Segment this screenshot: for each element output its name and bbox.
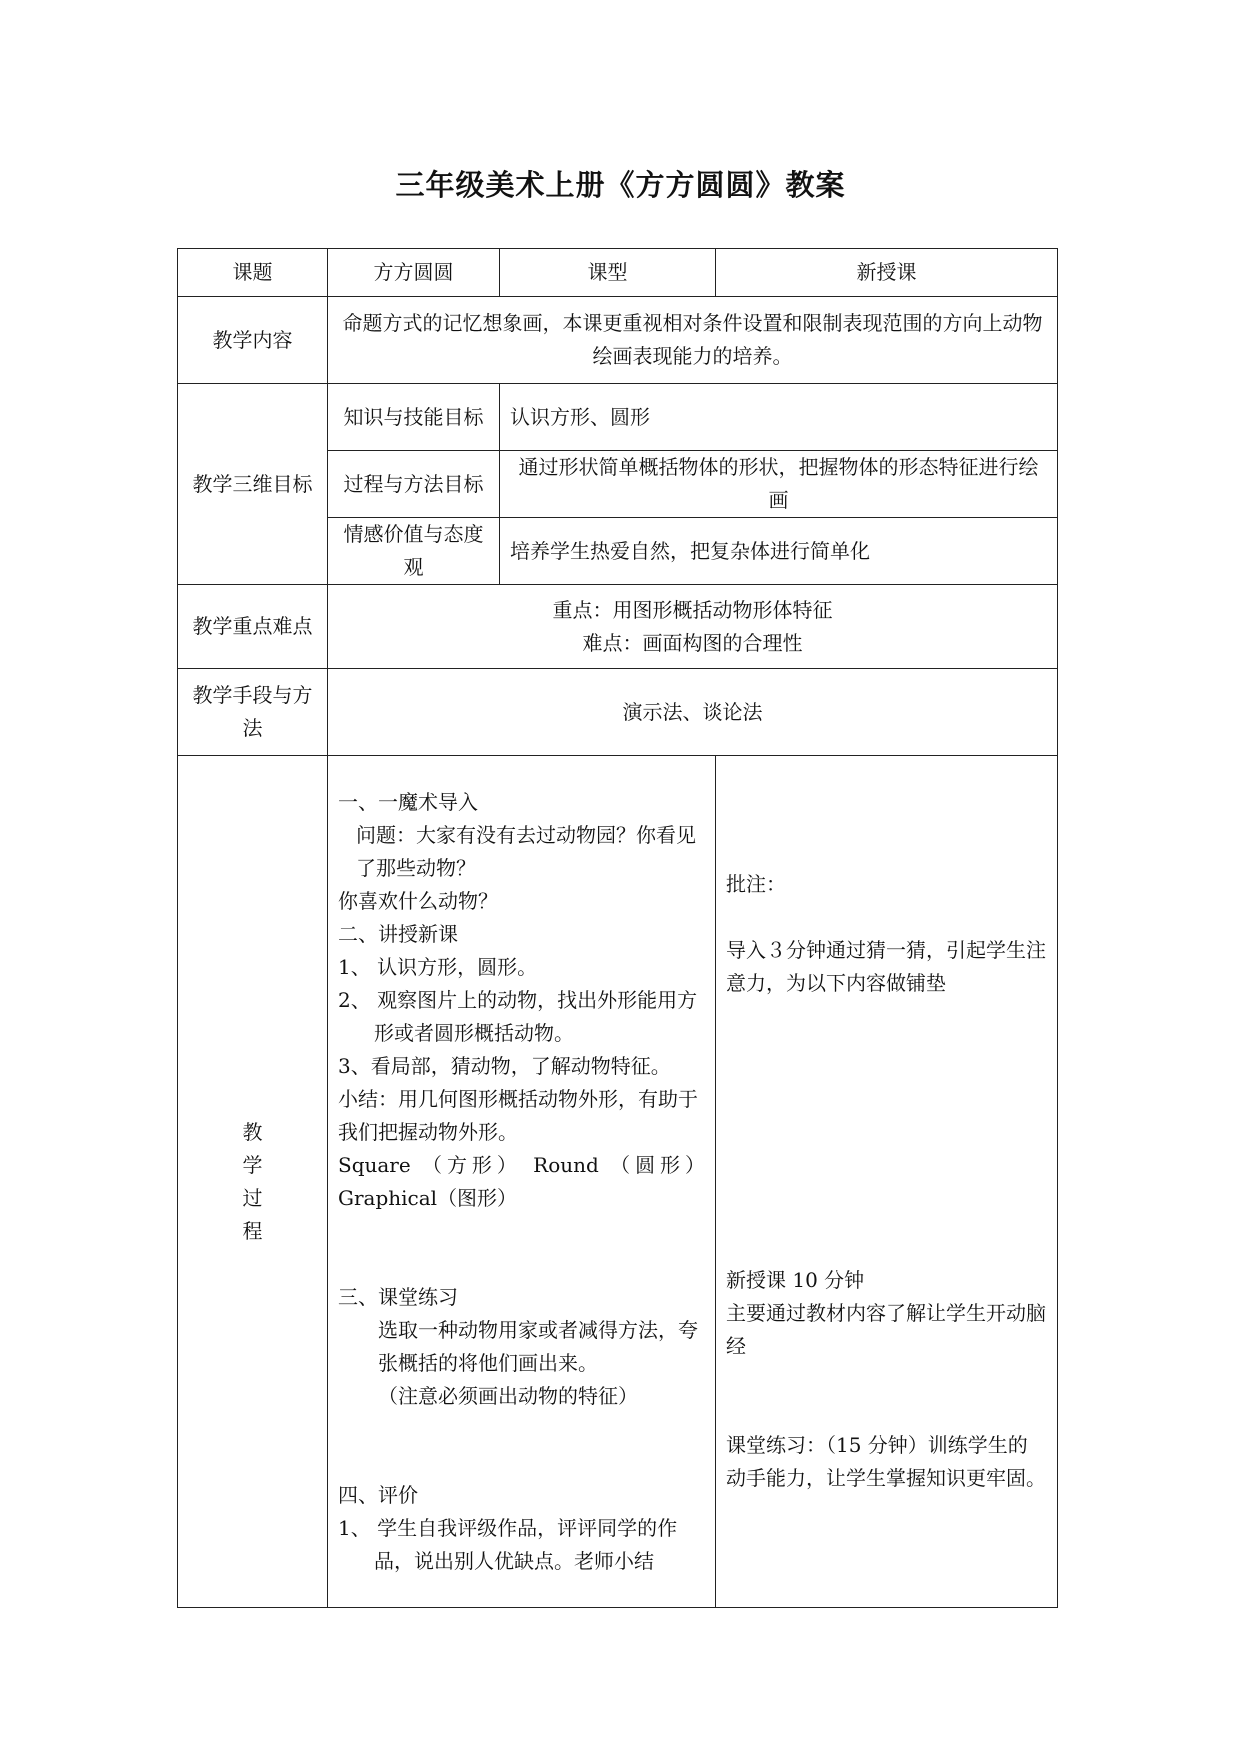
goal-text: 通过形状简单概括物体的形状，把握物体的形态特征进行绘画 [500,451,1058,518]
process-label-char: 过 [242,1185,263,1210]
goals-label: 教学三维目标 [178,384,328,585]
type-label: 课型 [500,249,716,297]
type-value: 新授课 [716,249,1058,297]
table-row [178,585,1058,669]
table-row [178,756,1058,1608]
process-text: 选取一种动物用家或者减得方法，夸张概括的将他们画出来。 [378,1317,698,1375]
section-title: 三、课堂练习 [338,1284,458,1309]
goal-dimension: 情感价值与态度观 [328,518,500,585]
note-title: 新授课 10 分钟 [726,1268,865,1292]
goal-text: 培养学生热爱自然，把复杂体进行简单化 [500,518,1058,585]
note-text: 课堂练习：（15 分钟）训练学生的动手能力，让学生掌握知识更牢固。 [726,1433,1046,1490]
goal-dimension: 过程与方法目标 [328,451,500,518]
table-row [178,297,1058,384]
notes-label: 批注： [726,872,786,896]
content-text: 命题方式的记忆想象画，本课更重视相对条件设置和限制表现范围的方向上动物绘画表现能力的培养。 [328,297,1058,384]
list-item: 2、 观察图片上的动物，找出外形能用方形或者圆形概括动物。 [338,987,698,1045]
topic-value: 方方圆圆 [328,249,500,297]
methods-label: 教学手段与方法 [178,669,328,756]
process-text: 小结：用几何图形概括动物外形，有助于我们把握动物外形。 [338,1086,698,1144]
content-label: 教学内容 [178,297,328,384]
goal-text: 认识方形、圆形 [500,384,1058,451]
process-text: 问题：大家有没有去过动物园？你看见了那些动物？ [356,822,696,880]
lesson-plan-table [177,248,1058,1608]
process-label-char: 学 [242,1152,263,1177]
topic-label: 课题 [178,249,328,297]
section-title: 二、讲授新课 [338,921,458,946]
page-title: 三年级美术上册《方方圆圆》教案 [395,168,846,202]
table-row [178,384,1058,451]
process-text: Square （方形） Round （圆形） [338,1152,705,1177]
process-label-char: 程 [242,1218,263,1243]
list-item: 1、 学生自我评级作品，评评同学的作品，说出别人优缺点。老师小结 [338,1515,678,1573]
process-content [328,756,716,1608]
section-title: 一、一魔术导入 [338,789,478,814]
key-points-cell [328,585,1058,669]
process-text: 你喜欢什么动物？ [338,888,498,913]
process-label-char: 教 [242,1119,263,1144]
notes-content [716,756,1058,1608]
methods-text: 演示法、谈论法 [328,669,1058,756]
list-item: 3、看局部，猜动物，了解动物特征。 [338,1053,671,1078]
list-item: 1、 认识方形，圆形。 [338,954,538,979]
key-difficulty: 难点：画面构图的合理性 [582,630,803,655]
key-focus: 重点：用图形概括动物形体特征 [552,597,833,622]
section-title: 四、评价 [338,1482,418,1507]
note-text: 主要通过教材内容了解让学生开动脑经 [726,1301,1046,1358]
goal-dimension: 知识与技能目标 [328,384,500,451]
key-points-label: 教学重点难点 [178,585,328,669]
process-text: （注意必须画出动物的特征） [378,1383,638,1408]
process-label [178,756,328,1608]
table-row [178,249,1058,297]
table-row [178,669,1058,756]
note-text: 导入３分钟通过猜一猜，引起学生注意力，为以下内容做铺垫 [726,938,1046,995]
process-text: Graphical（图形） [338,1185,518,1210]
